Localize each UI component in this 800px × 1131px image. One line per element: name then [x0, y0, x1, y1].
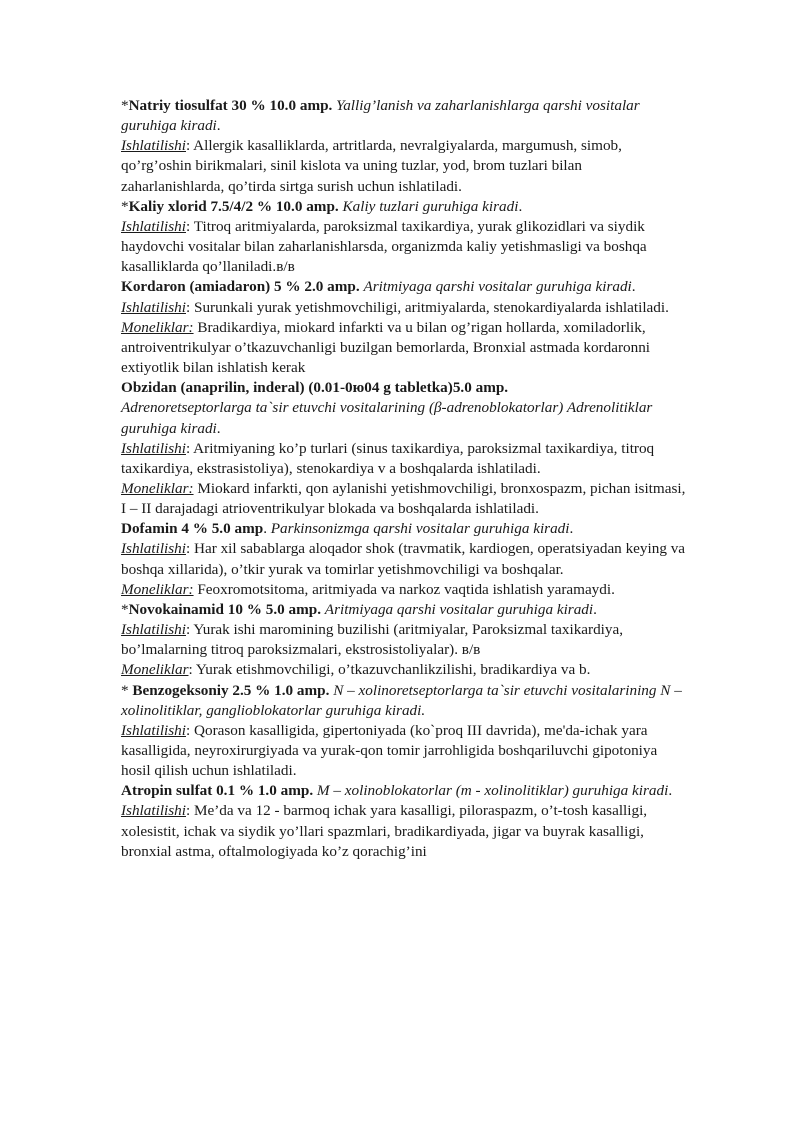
group-tail: . [216, 419, 221, 437]
drug-name: Natriy tiosulfat 30 % 10.0 amp. [128, 97, 333, 114]
drug-group: Kaliy tuzlari guruhiga kiradi [342, 197, 519, 215]
drug-name: Novokainamid 10 % 5.0 amp. [128, 600, 321, 618]
usage-label: Ishlatilishi [121, 217, 186, 235]
drug-heading [121, 681, 688, 721]
drug-name: Kordaron (amiadaron) 5 % 2.0 amp. [121, 278, 360, 296]
contra-label: Moneliklar: [121, 580, 194, 598]
usage-text: : Har xil sabablarga aloqador shok (travmatik, kardiogen, operatsiyadan keying va boshqa xillarida), o’tkir yurak va tomirlar yetishmovchiligi va boshqalar. [121, 540, 686, 578]
drug-group: Aritmiyaga qarshi vositalar guruhiga kiradi [363, 278, 632, 296]
drug-group: Adrenoretseptorlarga ta`sir etuvchi vositalarining (β-adrenoblokatorlar) Adrenolitiklar guruhiga kiradi [121, 399, 653, 437]
group-tail: . [631, 278, 636, 296]
contra-label: Moneliklar [121, 661, 189, 679]
drug-group: N – xolinoretseptorlarga ta`sir etuvchi vositalarining N – xolinolitiklar, ganglioblokatorlar guruhiga kiradi. [121, 681, 682, 719]
group-tail: . [518, 197, 523, 215]
drug-name: Benzogeksoniy 2.5 % 1.0 amp. [132, 681, 330, 699]
drug-group: M – xolinoblokatorlar (m - xolinolitiklar) guruhiga kiradi [316, 782, 669, 800]
drug-usage [121, 721, 688, 781]
drug-group: Yallig’lanish va zaharlanishlarga qarshi vositalar guruhiga kiradi [121, 97, 640, 135]
usage-text: : Yurak ishi maromining buzilishi (aritmiyalar, Paroksizmal taxikardiya, bo’lmalarning titroq paroksizmalari, ekstrosistoliyalar). в/в [121, 621, 624, 659]
drug-usage [121, 136, 688, 196]
drug-heading [121, 197, 688, 217]
group-tail: . [593, 600, 597, 618]
drug-name: Kaliy xlorid 7.5/4/2 % 10.0 amp. [128, 197, 339, 215]
group-tail: . [668, 782, 673, 800]
group-tail: . [216, 117, 221, 135]
usage-text: : Allergik kasalliklarda, artritlarda, nevralgiyalarda, margumush, simob, qo’rg’oshin birikmalari, sinil kislota va uning tuzlar, yod, brom tuzlari bilan zaharlanishlarda, qo’tirda sirtga surish uchun ishlatiladi. [121, 137, 622, 195]
drug-name: Dofamin 4 % 5.0 amp [121, 520, 264, 538]
drug-contraindications [121, 580, 688, 600]
drug-heading [121, 277, 688, 297]
contra-label: Moneliklar: [121, 318, 194, 336]
drug-heading [121, 96, 688, 136]
asterisk: * [121, 97, 129, 114]
drug-usage [121, 620, 688, 660]
contra-text: Feoxromotsitoma, aritmiyada va narkoz vaqtida ishlatish yaramaydi. [193, 580, 615, 598]
usage-label: Ishlatilishi [121, 137, 186, 155]
contra-label: Moneliklar: [121, 479, 194, 497]
contra-text: Bradikardiya, miokard infarkti va u bilan og’rigan hollarda, xomiladorlik, antroiventrikulyar o’tkazuvchanligi buzilgan bemorlarda, Bronxial astmada kordaronni extiyotlik bilan ishlatish kerak [121, 318, 651, 377]
drug-name: Obzidan (anaprilin, inderal) (0.01-0ю04 g tabletka)5.0 amp. [121, 379, 509, 397]
usage-text: : Qorason kasalligida, gipertoniyada (ko`proq III davrida), me'da-ichak yara kasalligida, neyroxirurgiyada va yurak-qon tomir jarrohligida boshqariluvchi gipotoniya hosil qilish uchun ishlatiladi. [121, 721, 658, 780]
usage-label: Ishlatilishi [121, 621, 186, 639]
drug-usage [121, 801, 688, 861]
drug-group: Aritmiyaga qarshi vositalar guruhiga kiradi [324, 600, 594, 618]
drug-contraindications [121, 479, 688, 519]
usage-text: : Me’da va 12 - barmoq ichak yara kasalligi, piloraspazm, o’t-tosh kasalligi, xolesistit, ichak va siydik yo’llari spazmlari, bradikardiyada, jigar va buyrak kasalligi, bronxial astma, oftalmologiyada ko’z qorachig’ini [121, 802, 648, 860]
drug-heading [121, 378, 688, 398]
usage-label: Ishlatilishi [121, 540, 186, 558]
contra-text: Miokard infarkti, qon aylanishi yetishmovchiligi, bronxospazm, pichan isitmasi, I – II darajadagi atrioventrikulyar blokada va boshqalarda ishlatiladi. [121, 479, 686, 518]
drug-usage [121, 298, 688, 318]
drug-group-line [121, 398, 688, 438]
drug-heading: Dofamin 4 % 5.0 amp. Parkinsonizmga qarshi vositalar guruhiga kiradi. [121, 520, 574, 538]
usage-text: : Titroq aritmiyalarda, paroksizmal taxikardiya, yurak glikozidlari va siydik haydovchi vositalar bilan zaharlanishlarsda, organizmda kaliy yetishmasligi va boshqa kasalliklarda qo’llaniladi.в/в [121, 217, 647, 276]
usage-text: : Aritmiyaning ko’p turlari (sinus taxikardiya, paroksizmal taxikardiya, titroq taxikardiya, ekstrasistoliya), stenokardiya v a boshqalarda ishlatiladi. [121, 439, 655, 477]
asterisk: * [121, 681, 133, 699]
drug-heading [121, 600, 688, 620]
drug-usage [121, 539, 688, 579]
usage-label: Ishlatilishi [121, 721, 186, 739]
drug-name: Atropin sulfat 0.1 % 1.0 amp. [121, 782, 314, 800]
contra-text: : Yurak etishmovchiligi, o’tkazuvchanlikzilishi, bradikardiya va b. [188, 661, 591, 679]
usage-label: Ishlatilishi [121, 439, 186, 457]
drug-contraindications [121, 660, 688, 680]
usage-label: Ishlatilishi [121, 802, 186, 820]
drug-contraindications [121, 318, 688, 378]
usage-text: : Surunkali yurak yetishmovchiligi, aritmiyalarda, stenokardiyalarda ishlatiladi. [185, 298, 669, 316]
drug-heading [121, 781, 688, 801]
drug-usage [121, 439, 688, 479]
group-tail: . [569, 520, 574, 538]
drug-group: Parkinsonizmga qarshi vositalar guruhiga kiradi [270, 520, 570, 538]
usage-label: Ishlatilishi [121, 298, 186, 316]
asterisk: * [121, 197, 129, 215]
drug-usage [121, 217, 688, 277]
asterisk: * [121, 600, 129, 618]
